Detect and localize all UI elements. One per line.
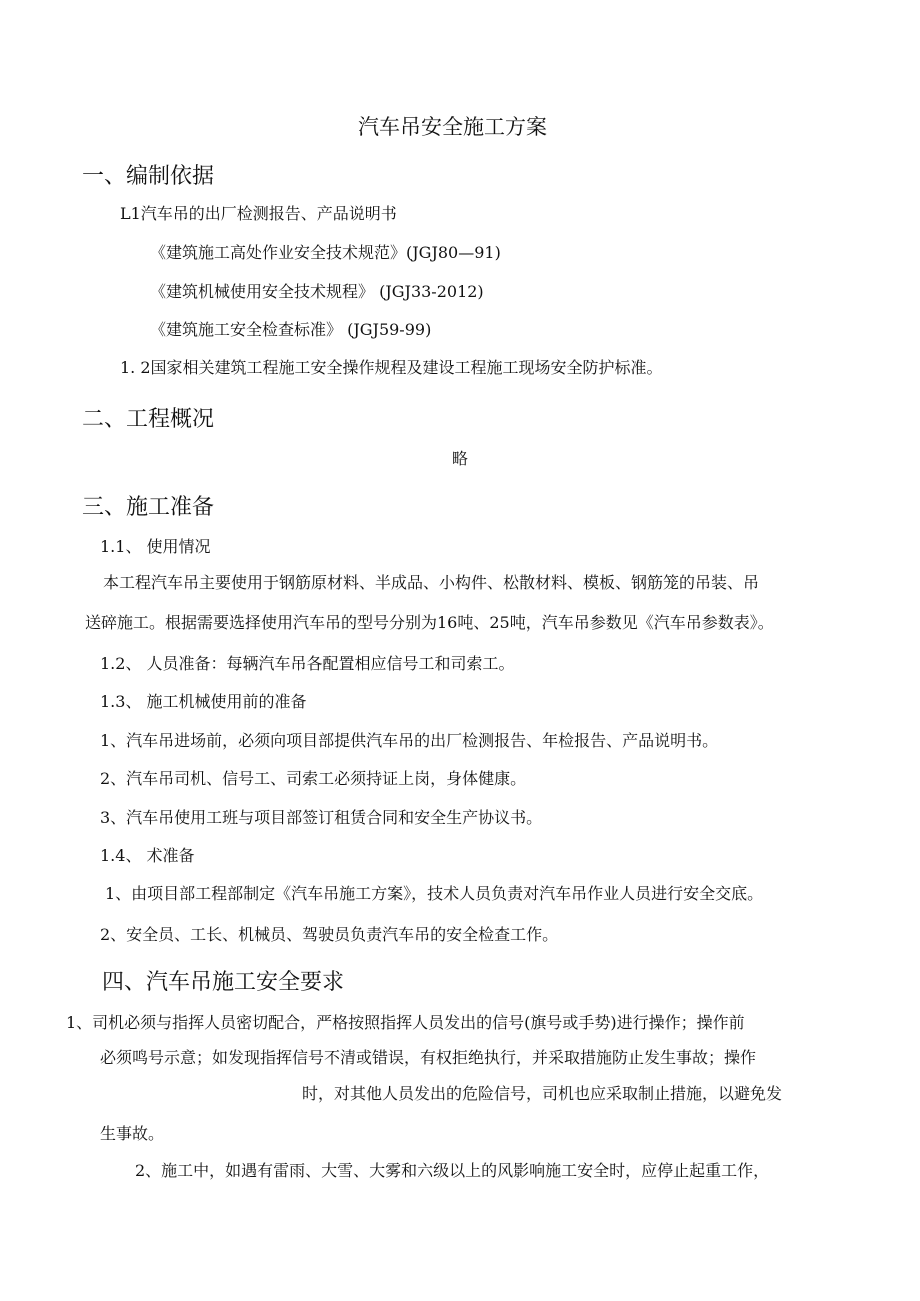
- tech-item-1: 1、由项目部工程部制定《汽车吊施工方案》，技术人员负责对汽车吊作业人员进行安全交底。: [105, 884, 764, 903]
- basis-line-4: 《建筑施工安全检查标准》 (JGJ59-99): [150, 320, 432, 339]
- prep-item-1: 1、汽车吊进场前，必须向项目部提供汽车吊的出厂检测报告、年检报告、产品说明书。: [100, 731, 719, 750]
- section-4-heading: 四、汽车吊施工安全要求: [102, 970, 345, 995]
- section-1-heading: 一、编制依据: [82, 164, 215, 189]
- usage-paragraph-line-1: [103, 575, 855, 591]
- rule-1-line-2: [100, 1050, 854, 1066]
- usage-text-1: 本工程汽车吊主要使用于钢筋原材料、半成品、小构件、松散材料、模板、钢筋笼的吊装、吊: [103, 573, 760, 592]
- rule-2-line-1: 2、施工中，如遇有雷雨、大雪、大雾和六级以上的风影响施工安全时，应停止起重工作，: [135, 1161, 770, 1180]
- subsection-1-1: 1.1、 使用情况: [100, 537, 211, 556]
- rule-1-text-2: 必须鸣号示意；如发现指挥信号不清或错误，有权拒绝执行，并采取措施防止发生事故；操作: [100, 1048, 757, 1067]
- basis-line-1: L1汽车吊的出厂检测报告、产品说明书: [120, 204, 397, 223]
- subsection-1-3: 1.3、 施工机械使用前的准备: [100, 692, 307, 711]
- basis-line-5: 1. 2国家相关建筑工程施工安全操作规程及建设工程施工现场安全防护标准。: [120, 358, 663, 377]
- rule-1-text-1: 1、司机必须与指挥人员密切配合，严格按照指挥人员发出的信号(旗号或手势)进行操作；操作前: [66, 1013, 745, 1032]
- overview-text: 略: [452, 449, 469, 468]
- rule-1-line-4: 生事故。: [100, 1124, 165, 1143]
- subsection-1-4: 1.4、 术准备: [100, 846, 195, 865]
- section-2-heading: 二、工程概况: [82, 407, 215, 432]
- usage-paragraph-line-2: 送碎施工。根据需要选择使用汽车吊的型号分别为16吨、25吨，汽车吊参数见《汽车吊参数表》。: [85, 613, 774, 632]
- rule-1-line-1: [66, 1015, 854, 1031]
- prep-item-3: 3、汽车吊使用工班与项目部签订租赁合同和安全生产协议书。: [100, 808, 543, 827]
- basis-line-3: 《建筑机械使用安全技术规程》 (JGJ33-2012): [150, 282, 484, 301]
- rule-1-line-3: 时，对其他人员发出的危险信号，司机也应采取制止措施，以避免发: [302, 1084, 783, 1103]
- basis-line-2: 《建筑施工高处作业安全技术规范》(JGJ80—91): [150, 243, 501, 262]
- tech-item-2: 2、安全员、工长、机械员、驾驶员负责汽车吊的安全检查工作。: [100, 925, 559, 944]
- subsection-1-2: 1.2、 人员准备：每辆汽车吊各配置相应信号工和司索工。: [100, 654, 515, 673]
- prep-item-2: 2、汽车吊司机、信号工、司索工必须持证上岗，身体健康。: [100, 769, 527, 788]
- page-title: 汽车吊安全施工方案: [358, 115, 547, 139]
- section-3-heading: 三、施工准备: [82, 495, 215, 520]
